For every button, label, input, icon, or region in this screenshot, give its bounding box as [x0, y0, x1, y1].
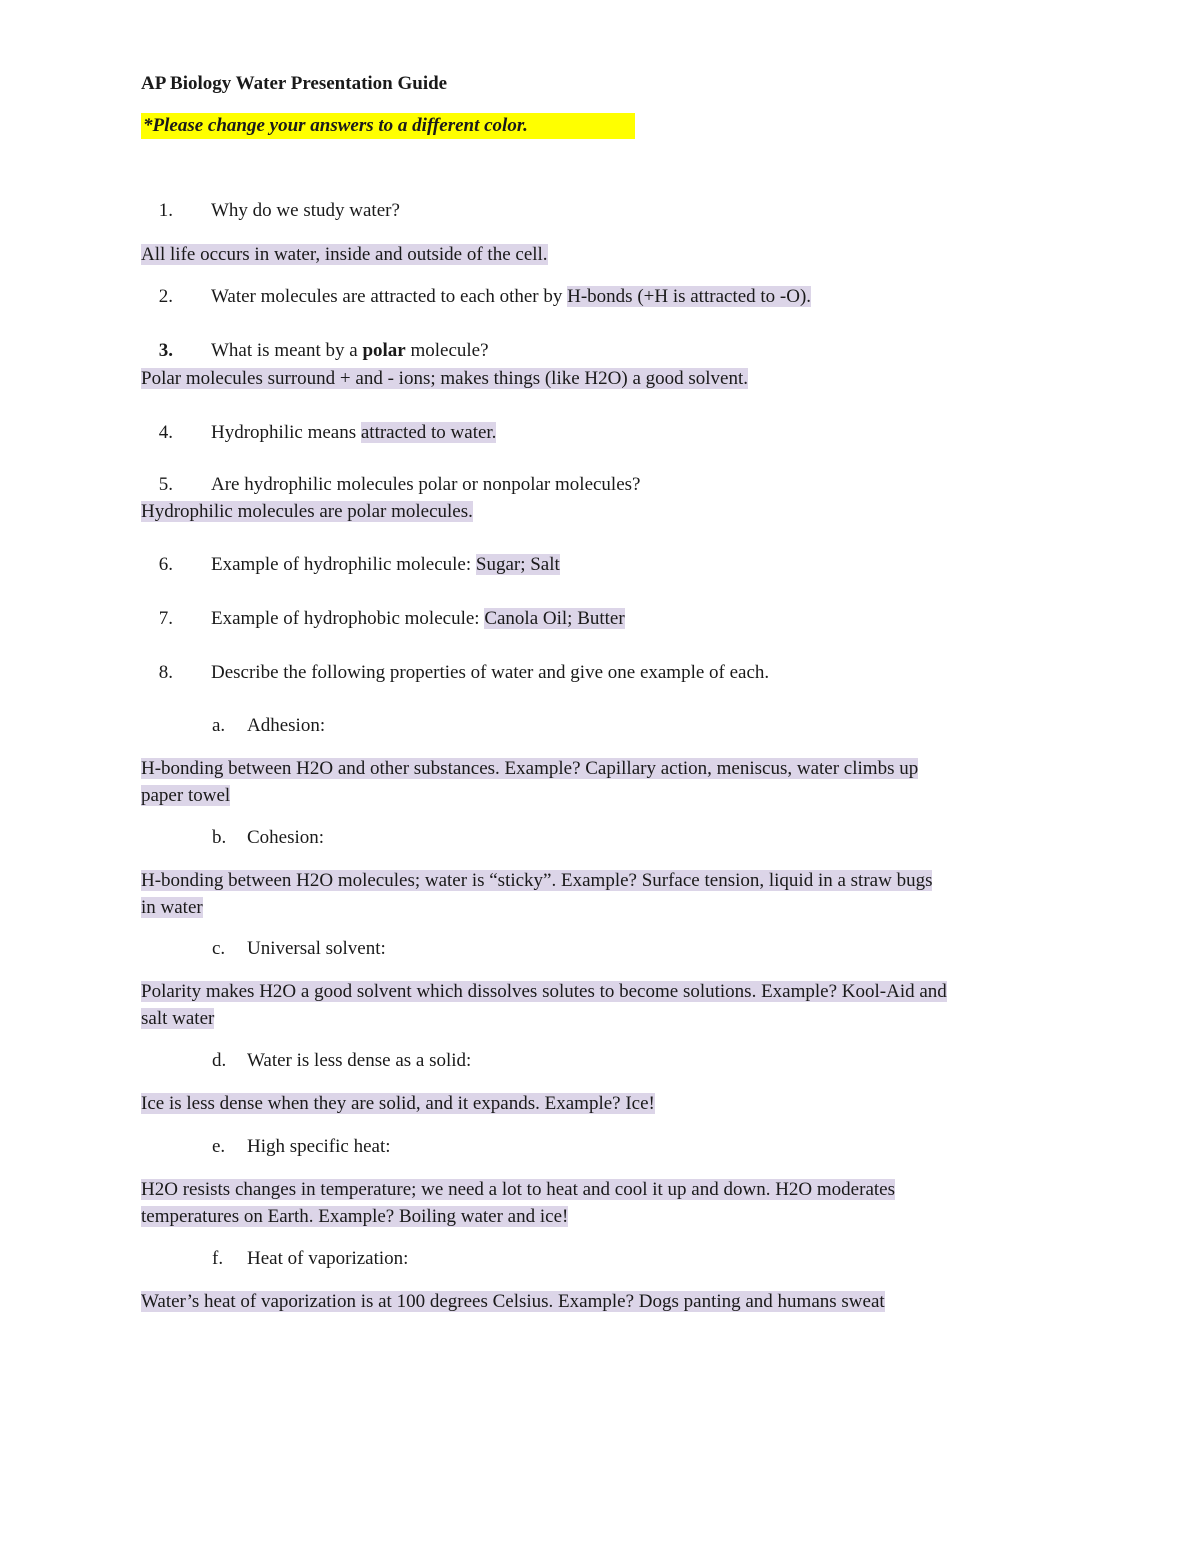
- answer-cohesion-line-1: [141, 867, 932, 894]
- question-number: 7.: [158, 608, 173, 629]
- question-number: 3.: [158, 340, 173, 361]
- answer-cohesion-line-2: [141, 894, 203, 921]
- property-label: Universal solvent:: [247, 938, 386, 959]
- answer-text: Water’s heat of vaporization is at 100 degrees Celsius. Example? Dogs panting and humans sweat: [141, 1291, 885, 1312]
- answer-text: Canola Oil; Butter: [484, 608, 625, 629]
- answer-text: temperatures on Earth. Example? Boiling water and ice!: [141, 1206, 569, 1227]
- question-number: 5.: [158, 474, 173, 495]
- answer-text: Hydrophilic molecules are polar molecules.: [141, 501, 473, 522]
- answer-text: salt water: [141, 1008, 215, 1029]
- question-3: [141, 337, 489, 364]
- answer-text: Polarity makes H2O a good solvent which dissolves solutes to become solutions. Example? Kool-Aid and: [141, 981, 947, 1002]
- answer-specific-heat-line-1: [141, 1176, 895, 1203]
- question-1: [141, 197, 400, 224]
- property-label: High specific heat:: [247, 1136, 391, 1157]
- property-letter: b.: [212, 827, 227, 848]
- answer-5: [141, 498, 473, 525]
- answer-text: Sugar; Salt: [475, 554, 560, 575]
- answer-text: attracted to water.: [360, 422, 497, 443]
- question-text: Are hydrophilic molecules polar or nonpolar molecules?: [211, 474, 641, 495]
- question-text: Describe the following properties of water and give one example of each.: [211, 662, 770, 683]
- property-letter: e.: [212, 1136, 226, 1157]
- property-adhesion: [212, 712, 325, 739]
- answer-text: Polar molecules surround + and - ions; makes things (like H2O) a good solvent.: [141, 368, 749, 389]
- answer-universal-solvent-line-1: [141, 978, 947, 1005]
- property-letter: d.: [212, 1050, 227, 1071]
- question-text-before: What is meant by a: [211, 340, 363, 361]
- question-text: Hydrophilic means: [211, 422, 361, 443]
- answer-specific-heat-line-2: [141, 1203, 568, 1230]
- question-text: Example of hydrophobic molecule:: [211, 608, 485, 629]
- answer-text: Ice is less dense when they are solid, and it expands. Example? Ice!: [141, 1093, 655, 1114]
- question-number: 2.: [158, 286, 173, 307]
- answer-density: [141, 1090, 655, 1117]
- question-5: [141, 471, 640, 498]
- answer-1: [141, 241, 548, 268]
- instruction-notice: *Please change your answers to a different color.: [141, 113, 635, 139]
- property-label: Heat of vaporization:: [247, 1248, 409, 1269]
- document-title: AP Biology Water Presentation Guide: [141, 73, 448, 94]
- question-4: [141, 419, 496, 446]
- answer-text: H-bonds (+H is attracted to -O).: [567, 286, 812, 307]
- answer-adhesion-line-2: [141, 782, 230, 809]
- answer-text: H-bonding between H2O and other substances. Example? Capillary action, meniscus, water climbs up: [141, 758, 919, 779]
- question-number: 6.: [158, 554, 173, 575]
- answer-3: [141, 365, 748, 392]
- property-cohesion: [212, 824, 324, 851]
- property-letter: f.: [212, 1248, 224, 1269]
- answer-universal-solvent-line-2: [141, 1005, 214, 1032]
- answer-text: in water: [141, 897, 203, 918]
- answer-adhesion-line-1: [141, 755, 918, 782]
- answer-text: paper towel: [141, 785, 231, 806]
- question-number: 1.: [158, 200, 173, 221]
- question-number: 4.: [158, 422, 173, 443]
- answer-text: H-bonding between H2O molecules; water is “sticky”. Example? Surface tension, liquid in a straw bugs: [141, 870, 933, 891]
- answer-text: All life occurs in water, inside and outside of the cell.: [141, 244, 548, 265]
- property-universal-solvent: [212, 935, 386, 962]
- question-2: [141, 283, 811, 310]
- property-letter: c.: [212, 938, 226, 959]
- property-label: Water is less dense as a solid:: [247, 1050, 472, 1071]
- question-6: [141, 551, 560, 578]
- question-text: Water molecules are attracted to each other by: [211, 286, 568, 307]
- property-specific-heat: [212, 1133, 391, 1160]
- question-bold-term: polar: [362, 340, 406, 361]
- property-vaporization: [212, 1245, 408, 1272]
- question-text: Example of hydrophilic molecule:: [211, 554, 476, 575]
- question-text-after: molecule?: [405, 340, 489, 361]
- property-label: Adhesion:: [247, 715, 326, 736]
- answer-text: H2O resists changes in temperature; we need a lot to heat and cool it up and down. H2O moderates: [141, 1179, 895, 1200]
- question-text: Why do we study water?: [211, 200, 400, 221]
- property-density: [212, 1047, 471, 1074]
- question-number: 8.: [158, 662, 173, 683]
- property-letter: a.: [212, 715, 226, 736]
- question-7: [141, 605, 625, 632]
- answer-vaporization: [141, 1288, 885, 1315]
- question-8: [141, 659, 769, 686]
- property-label: Cohesion:: [247, 827, 325, 848]
